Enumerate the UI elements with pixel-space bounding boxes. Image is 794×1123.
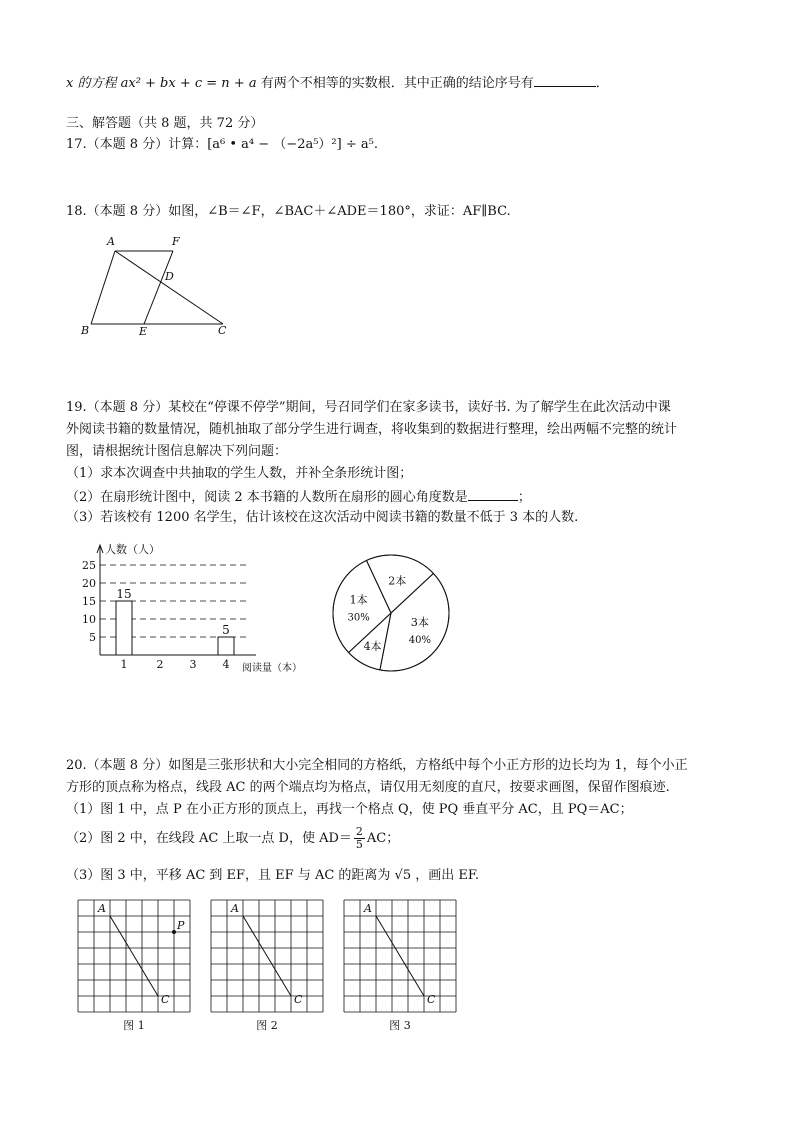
bar-chart [76, 535, 326, 680]
x-tick-label: 3 [189, 658, 197, 671]
label-C: C [294, 993, 303, 1006]
label-D: D [165, 270, 174, 283]
bar-1 [116, 601, 132, 655]
q19-sub3: （3）若该校有 1200 名学生，估计该校在这次活动中阅读书籍的数量不低于 3 本的人数. [66, 510, 579, 525]
q19-line3: 图，请根据统计图信息解决下列问题： [66, 444, 288, 459]
grid-figure-3 [342, 898, 462, 1033]
label-A: A [364, 902, 372, 915]
label-A: A [98, 902, 106, 915]
label-E: E [139, 325, 148, 338]
x-tick-label: 2 [156, 658, 164, 671]
pie-label: 1本 [349, 593, 368, 607]
q17-expression: [a⁶ • a⁴ − （−2a⁵）²] ÷ a⁵. [207, 137, 378, 152]
bar-4 [218, 637, 234, 655]
figure-caption: 图 3 [389, 1019, 411, 1032]
answer-blank-19-2[interactable] [468, 486, 518, 501]
label-P: P [177, 919, 185, 932]
q19-line2: 外阅读书籍的数量情况，随机抽取了部分学生进行调查，将收集到的数据进行整理，绘出两幅不完整的统计 [66, 422, 678, 437]
label-C: C [218, 324, 227, 337]
q20-sub3: （3）图 3 中，平移 AC 到 EF，且 EF 与 AC 的距离为 √5 ，画出 EF. [66, 868, 479, 883]
q18-figure [76, 232, 246, 342]
q20-line2: 方形的顶点称为格点，线段 AC 的两个端点均为格点，请仅用无刻度的直尺，按要求画图，保留作图痕迹. [66, 780, 670, 795]
x-tick-label: 1 [120, 658, 128, 671]
label-C: C [161, 993, 170, 1006]
q16-equation: ax² + bx + c = n + a [120, 76, 257, 91]
q19-sub1: （1）求本次调查中共抽取的学生人数，并补全条形统计图； [66, 466, 413, 481]
y-tick-label: 25 [82, 559, 96, 572]
q20-sub2: （2）图 2 中，在线段 AC 上取一点 D，使 AD＝ $\frac{2}{5}$ AC； [66, 825, 400, 851]
label-A: A [107, 235, 115, 248]
pie-pct-label: 40% [408, 634, 431, 646]
q20-line1: 20.（本题 8 分）如图是三张形状和大小完全相同的方格纸，方格纸中每个小正方形的边长均为 1，每个小正 [66, 758, 688, 773]
label-B: B [81, 324, 90, 337]
grid-figure-2 [209, 898, 329, 1033]
question-18: 18.（本题 8 分）如图，∠B＝∠F，∠BAC＋∠ADE＝180°，求证：AF∥BC. [66, 204, 511, 219]
y-tick-label: 15 [82, 595, 96, 608]
point-P [172, 930, 176, 934]
y-axis-label: 人数（人） [105, 543, 160, 556]
figure-caption: 图 1 [123, 1019, 145, 1032]
label-F: F [172, 235, 180, 248]
segment-AC [376, 916, 424, 996]
pie-label: 2本 [388, 574, 407, 588]
segment-AB [91, 251, 115, 324]
segment-AC [243, 916, 291, 996]
q19-sub2: （2）在扇形统计图中，阅读 2 本书籍的人数所在扇形的圆心角度数是 ； [66, 486, 531, 508]
bar-data-label: 5 [222, 623, 230, 637]
pie-chart [330, 552, 452, 674]
label-A: A [231, 902, 239, 915]
x-axis-label: 阅读量（本） [242, 663, 302, 674]
label-C: C [427, 993, 436, 1006]
figure-caption: 图 2 [256, 1019, 278, 1032]
y-tick-label: 10 [82, 613, 96, 626]
answer-blank-16[interactable] [534, 72, 596, 87]
question-17: 17.（本题 8 分）计算：[a⁶ • a⁴ − （−2a⁵）²] ÷ a⁵. [66, 137, 378, 152]
q19-line1: 19.（本题 8 分）某校在“停课不停学”期间，号召同学们在家多读书，读好书. 为了解学生在此次活动中课 [66, 400, 671, 415]
pie-label: 4本 [363, 640, 382, 654]
segment-AC [110, 916, 158, 996]
fraction-two-fifths: $\frac{2}{5}$ [355, 825, 363, 851]
pie-label: 3本 [410, 615, 429, 629]
q20-sub1: （1）图 1 中，点 P 在小正方形的顶点上，再找一个格点 Q，使 PQ 垂直平分 AC，且 PQ＝AC； [66, 802, 633, 817]
section-heading: 三、解答题（共 8 题，共 72 分） [66, 116, 264, 131]
pie-pct-label: 30% [347, 612, 370, 624]
y-tick-label: 20 [82, 577, 96, 590]
x-tick-label: 4 [222, 658, 230, 671]
grid-figure-1 [76, 898, 196, 1033]
bar-data-label: 15 [116, 587, 132, 601]
q16-tail: x 的方程 ax² + bx + c = n + a 有两个不相等的实数根．其中正确的结论序号有 ． [66, 72, 609, 94]
y-tick-label: 5 [89, 631, 96, 644]
